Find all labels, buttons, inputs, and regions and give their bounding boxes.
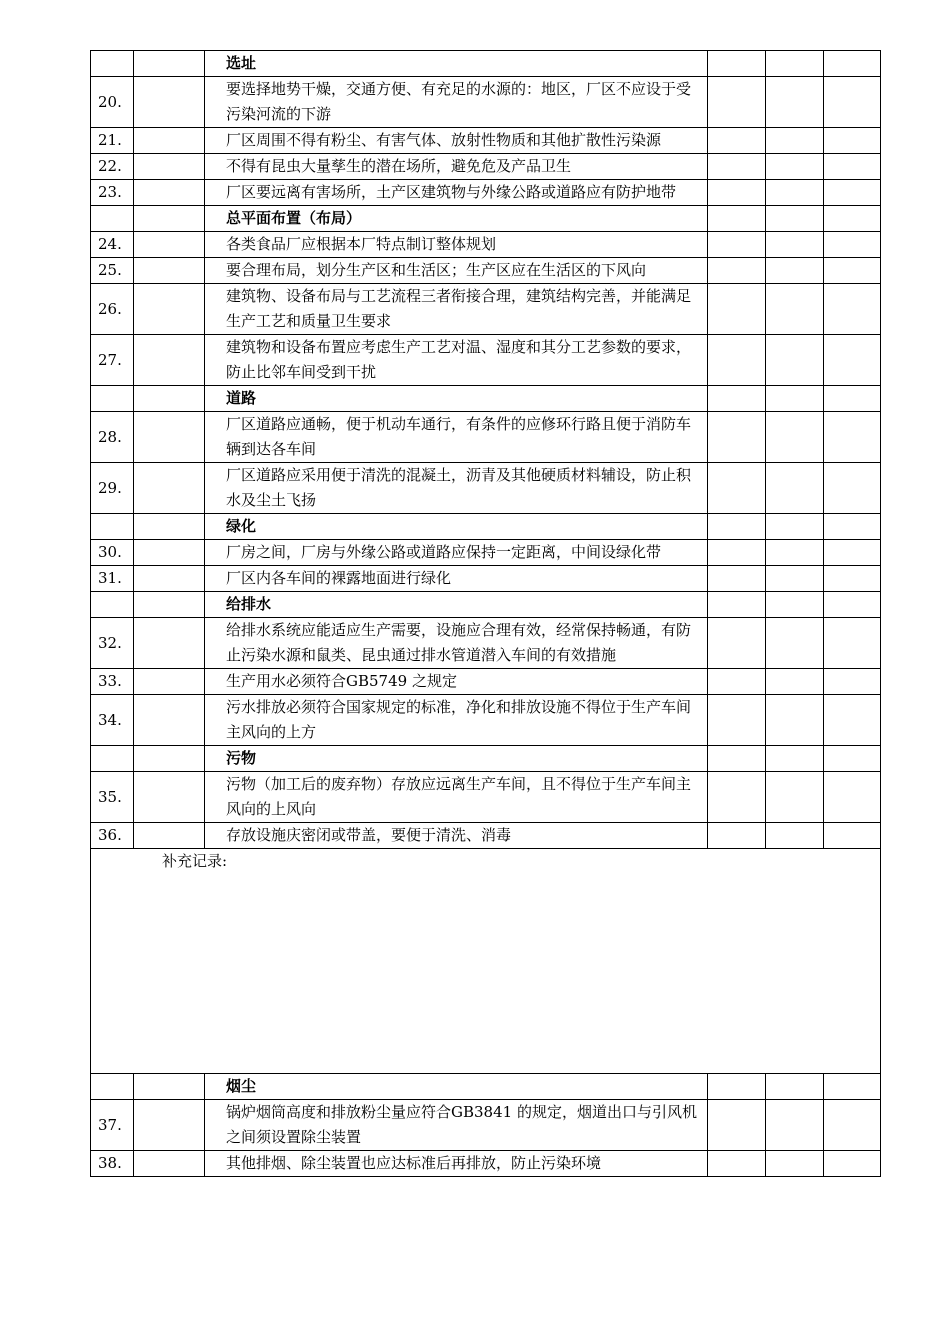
check-cell[interactable] — [708, 1100, 766, 1151]
item-number: 29. — [91, 463, 134, 514]
check-cell[interactable] — [766, 128, 824, 154]
item-number: 33. — [91, 669, 134, 695]
check-cell[interactable] — [708, 232, 766, 258]
section-header-row — [91, 51, 881, 77]
check-cell[interactable] — [766, 592, 824, 618]
blank-cell — [134, 540, 205, 566]
supplementary-notes-row — [91, 849, 881, 1074]
checklist-item-row — [91, 77, 881, 128]
check-cell[interactable] — [708, 154, 766, 180]
blank-cell — [134, 1074, 205, 1100]
check-cell[interactable] — [708, 284, 766, 335]
item-number: 37. — [91, 1100, 134, 1151]
check-cell[interactable] — [766, 772, 824, 823]
checklist-item-row — [91, 1151, 881, 1177]
item-number: 22. — [91, 154, 134, 180]
check-cell[interactable] — [766, 180, 824, 206]
item-number: 30. — [91, 540, 134, 566]
blank-cell — [134, 823, 205, 849]
check-cell[interactable] — [766, 412, 824, 463]
checklist-table — [90, 50, 881, 1177]
item-description: 要选择地势干燥，交通方便、有充足的水源的：地区，厂区不应设于受污染河流的下游 — [205, 77, 708, 128]
item-number — [91, 51, 134, 77]
item-description: 不得有昆虫大量孳生的潜在场所，避免危及产品卫生 — [205, 154, 708, 180]
check-cell[interactable] — [766, 566, 824, 592]
check-cell[interactable] — [708, 695, 766, 746]
item-description: 建筑物、设备布局与工艺流程三者衔接合理，建筑结构完善，并能满足生产工艺和质量卫生要求 — [205, 284, 708, 335]
blank-cell — [134, 566, 205, 592]
blank-cell — [134, 284, 205, 335]
item-description: 污水排放必须符合国家规定的标准，净化和排放设施不得位于生产车间主风向的上方 — [205, 695, 708, 746]
checklist-item-row — [91, 566, 881, 592]
blank-cell — [134, 463, 205, 514]
blank-cell — [134, 746, 205, 772]
item-description: 要合理布局，划分生产区和生活区；生产区应在生活区的下风向 — [205, 258, 708, 284]
item-number: 20. — [91, 77, 134, 128]
check-cell[interactable] — [708, 618, 766, 669]
blank-cell — [134, 772, 205, 823]
checklist-item-row — [91, 258, 881, 284]
check-cell[interactable] — [766, 1074, 824, 1100]
item-number: 28. — [91, 412, 134, 463]
check-cell[interactable] — [708, 386, 766, 412]
check-cell[interactable] — [824, 180, 881, 206]
item-number — [91, 206, 134, 232]
blank-cell — [134, 592, 205, 618]
check-cell[interactable] — [708, 669, 766, 695]
section-header-row — [91, 592, 881, 618]
check-cell[interactable] — [824, 1100, 881, 1151]
section-title: 污物 — [205, 746, 708, 772]
check-cell[interactable] — [824, 284, 881, 335]
check-cell[interactable] — [766, 284, 824, 335]
check-cell[interactable] — [766, 746, 824, 772]
item-number: 34. — [91, 695, 134, 746]
item-number: 38. — [91, 1151, 134, 1177]
item-description: 污物（加工后的废弃物）存放应远离生产车间，且不得位于生产车间主风向的上风向 — [205, 772, 708, 823]
check-cell[interactable] — [708, 1151, 766, 1177]
check-cell[interactable] — [766, 669, 824, 695]
item-number — [91, 1074, 134, 1100]
check-cell[interactable] — [824, 206, 881, 232]
check-cell[interactable] — [824, 128, 881, 154]
check-cell[interactable] — [766, 540, 824, 566]
item-number: 23. — [91, 180, 134, 206]
check-cell[interactable] — [708, 566, 766, 592]
item-number: 21. — [91, 128, 134, 154]
check-cell[interactable] — [766, 51, 824, 77]
blank-cell — [134, 232, 205, 258]
check-cell[interactable] — [824, 592, 881, 618]
checklist-item-row — [91, 540, 881, 566]
check-cell[interactable] — [708, 51, 766, 77]
check-cell[interactable] — [824, 51, 881, 77]
blank-cell — [134, 51, 205, 77]
check-cell[interactable] — [708, 463, 766, 514]
checklist-item-row — [91, 284, 881, 335]
checklist-item-row — [91, 154, 881, 180]
check-cell[interactable] — [824, 823, 881, 849]
check-cell[interactable] — [824, 463, 881, 514]
item-number: 35. — [91, 772, 134, 823]
item-description: 厂区内各车间的裸露地面进行绿化 — [205, 566, 708, 592]
check-cell[interactable] — [824, 335, 881, 386]
item-description: 给排水系统应能适应生产需要，设施应合理有效，经常保持畅通，有防止污染水源和鼠类、昆虫通过排水管道潜入车间的有效措施 — [205, 618, 708, 669]
check-cell[interactable] — [766, 1151, 824, 1177]
item-description: 其他排烟、除尘装置也应达标准后再排放，防止污染环境 — [205, 1151, 708, 1177]
section-title: 道路 — [205, 386, 708, 412]
check-cell[interactable] — [766, 514, 824, 540]
check-cell[interactable] — [824, 695, 881, 746]
item-number — [91, 514, 134, 540]
check-cell[interactable] — [824, 772, 881, 823]
check-cell[interactable] — [824, 154, 881, 180]
check-cell[interactable] — [708, 180, 766, 206]
section-header-row — [91, 514, 881, 540]
supplementary-notes-label: 补充记录: — [91, 849, 881, 1074]
blank-cell — [134, 335, 205, 386]
section-title: 烟尘 — [205, 1074, 708, 1100]
section-title: 总平面布置（布局） — [205, 206, 708, 232]
blank-cell — [134, 206, 205, 232]
check-cell[interactable] — [824, 669, 881, 695]
checklist-item-row — [91, 772, 881, 823]
checklist-item-row — [91, 695, 881, 746]
checklist-item-row — [91, 335, 881, 386]
check-cell[interactable] — [708, 335, 766, 386]
item-description: 厂区道路应通畅，便于机动车通行，有条件的应修环行路且便于消防车辆到达各车间 — [205, 412, 708, 463]
checklist-item-row — [91, 463, 881, 514]
check-cell[interactable] — [708, 772, 766, 823]
check-cell[interactable] — [708, 258, 766, 284]
checklist-item-row — [91, 232, 881, 258]
blank-cell — [134, 618, 205, 669]
check-cell[interactable] — [824, 1151, 881, 1177]
item-number — [91, 386, 134, 412]
check-cell[interactable] — [824, 514, 881, 540]
checklist-item-row — [91, 1100, 881, 1151]
item-description: 各类食品厂应根据本厂特点制订整体规划 — [205, 232, 708, 258]
check-cell[interactable] — [708, 206, 766, 232]
blank-cell — [134, 258, 205, 284]
item-description: 厂区道路应采用便于清洗的混凝土，沥青及其他硬质材料辅设，防止积水及尘土飞扬 — [205, 463, 708, 514]
section-header-row — [91, 386, 881, 412]
section-title: 选址 — [205, 51, 708, 77]
checklist-item-row — [91, 823, 881, 849]
check-cell[interactable] — [766, 823, 824, 849]
blank-cell — [134, 180, 205, 206]
check-cell[interactable] — [824, 1074, 881, 1100]
item-number: 25. — [91, 258, 134, 284]
checklist-item-row — [91, 669, 881, 695]
item-description: 锅炉烟筒高度和排放粉尘量应符合GB3841 的规定，烟道出口与引风机之间须设置除尘装置 — [205, 1100, 708, 1151]
check-cell[interactable] — [708, 514, 766, 540]
blank-cell — [134, 128, 205, 154]
check-cell[interactable] — [824, 412, 881, 463]
blank-cell — [134, 386, 205, 412]
item-description: 厂区周围不得有粉尘、有害气体、放射性物质和其他扩散性污染源 — [205, 128, 708, 154]
section-header-row — [91, 206, 881, 232]
check-cell[interactable] — [766, 232, 824, 258]
check-cell[interactable] — [824, 258, 881, 284]
item-description: 建筑物和设备布置应考虑生产工艺对温、湿度和其分工艺参数的要求，防止比邻车间受到干扰 — [205, 335, 708, 386]
check-cell[interactable] — [766, 77, 824, 128]
check-cell[interactable] — [824, 540, 881, 566]
blank-cell — [134, 77, 205, 128]
check-cell[interactable] — [766, 1100, 824, 1151]
check-cell[interactable] — [824, 746, 881, 772]
check-cell[interactable] — [824, 618, 881, 669]
item-number: 36. — [91, 823, 134, 849]
check-cell[interactable] — [766, 258, 824, 284]
check-cell[interactable] — [708, 1074, 766, 1100]
check-cell[interactable] — [824, 566, 881, 592]
section-title: 绿化 — [205, 514, 708, 540]
check-cell[interactable] — [708, 77, 766, 128]
item-description: 厂房之间，厂房与外缘公路或道路应保持一定距离，中间设绿化带 — [205, 540, 708, 566]
check-cell[interactable] — [824, 77, 881, 128]
check-cell[interactable] — [708, 592, 766, 618]
check-cell[interactable] — [766, 154, 824, 180]
section-header-row — [91, 1074, 881, 1100]
checklist-body — [91, 51, 881, 1177]
blank-cell — [134, 412, 205, 463]
check-cell[interactable] — [708, 540, 766, 566]
checklist-item-row — [91, 618, 881, 669]
blank-cell — [134, 154, 205, 180]
blank-cell — [134, 669, 205, 695]
item-number: 31. — [91, 566, 134, 592]
check-cell[interactable] — [708, 412, 766, 463]
item-number: 32. — [91, 618, 134, 669]
blank-cell — [134, 695, 205, 746]
check-cell[interactable] — [766, 386, 824, 412]
item-number: 24. — [91, 232, 134, 258]
check-cell[interactable] — [708, 128, 766, 154]
checklist-item-row — [91, 412, 881, 463]
item-number: 26. — [91, 284, 134, 335]
item-description: 生产用水必须符合GB5749 之规定 — [205, 669, 708, 695]
blank-cell — [134, 1100, 205, 1151]
check-cell[interactable] — [766, 463, 824, 514]
check-cell[interactable] — [824, 232, 881, 258]
blank-cell — [134, 514, 205, 540]
check-cell[interactable] — [824, 386, 881, 412]
check-cell[interactable] — [708, 746, 766, 772]
check-cell[interactable] — [708, 823, 766, 849]
item-number — [91, 592, 134, 618]
check-cell[interactable] — [766, 335, 824, 386]
checklist-item-row — [91, 128, 881, 154]
blank-cell — [134, 1151, 205, 1177]
check-cell[interactable] — [766, 618, 824, 669]
item-number — [91, 746, 134, 772]
check-cell[interactable] — [766, 206, 824, 232]
section-title: 给排水 — [205, 592, 708, 618]
section-header-row — [91, 746, 881, 772]
item-description: 厂区要远离有害场所，土产区建筑物与外缘公路或道路应有防护地带 — [205, 180, 708, 206]
check-cell[interactable] — [766, 695, 824, 746]
checklist-item-row — [91, 180, 881, 206]
item-description: 存放设施庆密闭或带盖，要便于清洗、消毒 — [205, 823, 708, 849]
item-number: 27. — [91, 335, 134, 386]
